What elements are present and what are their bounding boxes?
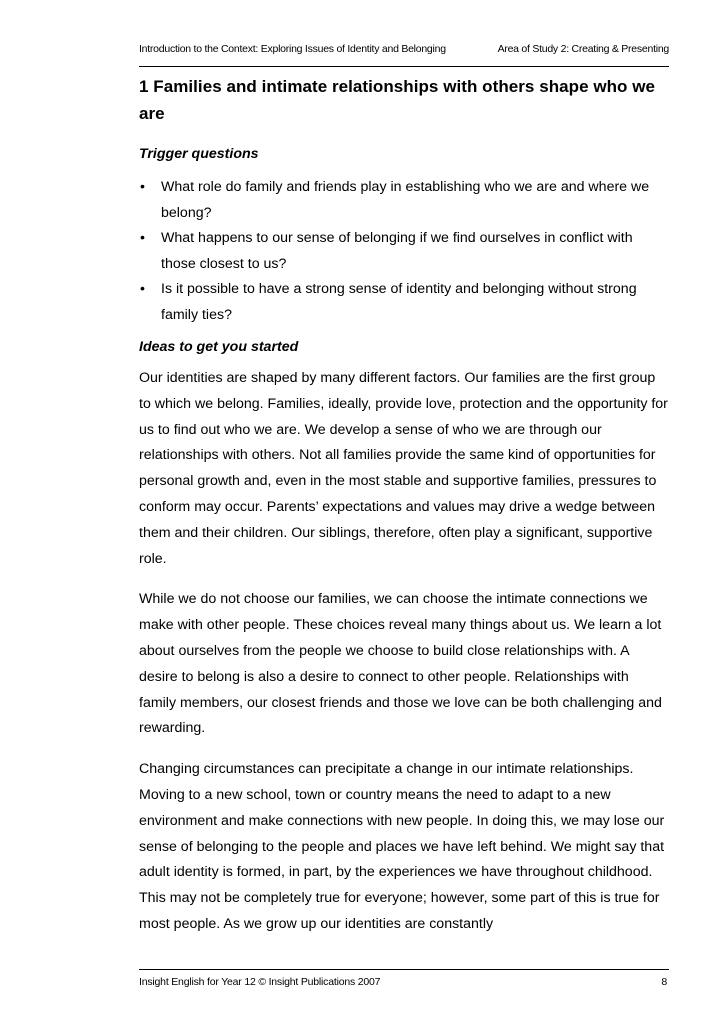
trigger-questions-list <box>139 175 669 328</box>
footer-copyright: Insight English for Year 12 © Insight Publications 2007 <box>139 976 381 988</box>
bullet-icon: • <box>140 179 145 195</box>
trigger-question-text: What happens to our sense of belonging if we find ourselves in conflict with those closest to us? <box>161 230 633 272</box>
ideas-heading: Ideas to get you started <box>139 339 299 355</box>
page-header <box>139 40 669 67</box>
section-title: 1 Families and intimate relationships with others shape who we are <box>139 77 656 123</box>
bullet-icon: • <box>140 230 145 246</box>
page-number: 8 <box>661 976 667 988</box>
trigger-question-text: What role do family and friends play in establishing who we are and where we belong? <box>161 179 650 221</box>
list-item <box>139 226 669 277</box>
body-paragraph: Our identities are shaped by many different factors. Our families are the first group to which we belong. Families, ideally, provide love, protection and the opportunity for us to find out who we are. We develop a sense of who we are through our relationships with others. Not all families provide the same kind of opportunities for personal growth and, even in the most stable and supportive families, pressures to conform may occur. Parents’ expectations and values may drive a wedge between them and their children. Our siblings, therefore, often play a significant, supportive role. <box>139 370 668 567</box>
header-area-of-study: Area of Study 2: Creating & Presenting <box>497 43 669 55</box>
list-item <box>139 277 669 328</box>
trigger-questions-heading: Trigger questions <box>139 146 259 162</box>
list-item <box>139 175 669 226</box>
page-footer <box>139 969 669 992</box>
body-paragraph: Changing circumstances can precipitate a change in our intimate relationships. Moving to a new school, town or country means the need to adapt to a new environment and make connections with new people. In doing this, we may lose our sense of belonging to the people and places we have left behind. We might say that adult identity is formed, in part, by the experiences we have throughout childhood. This may not be completely true for everyone; however, some part of this is true for most people. As we grow up our identities are constantly <box>139 761 665 932</box>
header-context-title: Introduction to the Context: Exploring Issues of Identity and Belonging <box>139 43 446 55</box>
trigger-question-text: Is it possible to have a strong sense of identity and belonging without strong family ties? <box>161 281 637 323</box>
page-content <box>139 73 669 938</box>
bullet-icon: • <box>140 281 145 297</box>
body-paragraph: While we do not choose our families, we can choose the intimate connections we make with other people. These choices reveal many things about us. We learn a lot about ourselves from the people we choose to build close relationships with. A desire to belong is also a desire to connect to other people. Relationships with family members, our closest friends and those we love can be both challenging and rewarding. <box>139 591 662 737</box>
